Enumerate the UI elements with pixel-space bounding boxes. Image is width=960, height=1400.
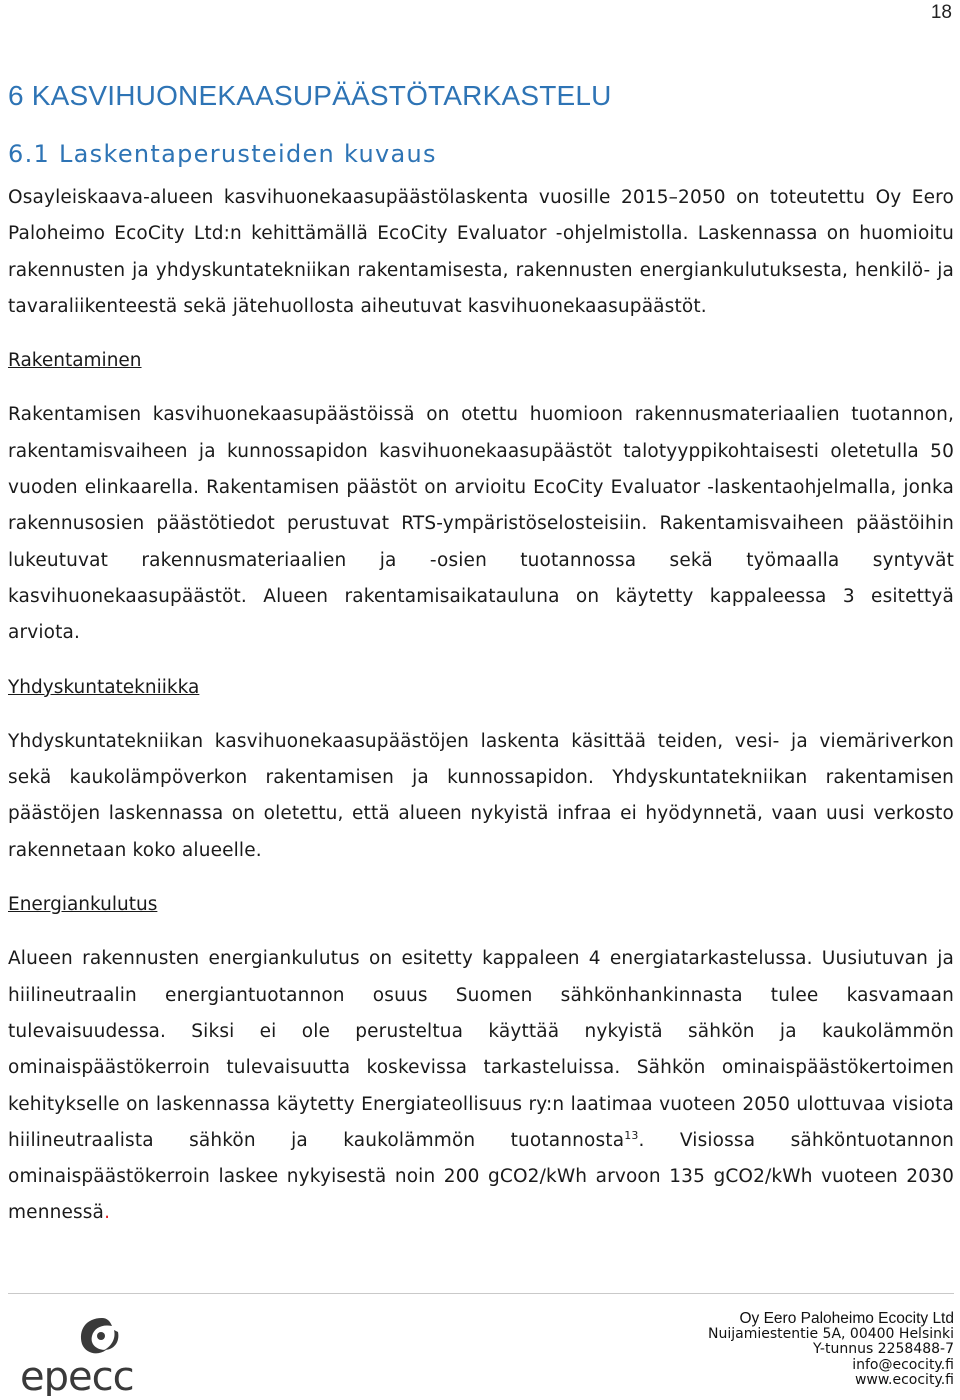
subheading-yhdyskuntatekniikka: Yhdyskuntatekniikka xyxy=(8,676,200,698)
subheading-energiankulutus: Energiankulutus xyxy=(8,894,158,916)
footer-company-name: Oy Eero Paloheimo Ecocity Ltd xyxy=(739,1310,954,1327)
energy-text-part1: Alueen rakennusten energiankulutus on esitetty kappaleen 4 energiatarkastelussa. Uusiutuvan ja hiilineutraalin energiantuotannon osuus Suomen sähkönhankinnasta tulee kasvamaan tulevaisuudessa. Siksi ei ole perusteltua käyttää nykyistä sähkön ja kaukolämmön ominaispäästökerroin tulevaisuutta koskevissa tarkasteluissa. Sähkön ominaispäästökertoimen kehitykselle on laskennassa käytetty Energiateollisuus ry:n laatimaa vuoteen 2050 ulottuvaa visiota hiilineutraalista sähkön ja kaukolämmön tuotannosta xyxy=(8,948,954,1151)
paragraph-energiankulutus xyxy=(8,941,954,1231)
footer-website[interactable]: www.ecocity.fi xyxy=(854,1372,954,1389)
document-body xyxy=(8,80,954,1232)
subheading-rakentaminen: Rakentaminen xyxy=(8,350,142,372)
section-heading: 6.1 Laskentaperusteiden kuvaus xyxy=(8,140,437,168)
paragraph-yhdyskuntatekniikka: Yhdyskuntatekniikan kasvihuonekaasupäästöjen laskenta käsittää teiden, vesi- ja viemäriverkon sekä kaukolämpöverkon rakentamisen ja kunnossapidon. Yhdyskuntatekniikan rakentamisen päästöjen laskennassa on oletettu, että alueen nykyistä infraa ei hyödynnetä, vaan uusi verkosto rakennetaan koko alueelle. xyxy=(8,730,954,861)
paragraph-rakentaminen: Rakentamisen kasvihuonekaasupäästöissä on otettu huomioon rakennusmateriaalien tuotannon, rakentamisvaiheen ja kunnossapidon kasvihuonekaasupäästöt talotyyppikohtaisesti oletetulla 50 vuoden elinkaarella. Rakentamisen päästöt on arvioitu EcoCity Evaluator -laskentaohjelmalla, jonka rakennusosien päästötiedot perustuvat RTS-ympäristöselosteisiin. Rakentamisvaiheen päästöihin lukeutuvat rakennusmateriaalien ja -osien tuotannossa sekä työmaalla syntyvät kasvihuonekaasupäästöt. Alueen rakentamisaikatauluna on käytetty kappaleessa 3 esitettyä arviota. xyxy=(8,404,954,644)
footer-address: Nuijamiestentie 5A, 00400 Helsinki xyxy=(707,1325,954,1342)
footer-business-id: Y-tunnus 2258488-7 xyxy=(813,1341,954,1358)
epecc-logo xyxy=(16,1310,156,1396)
footnote-reference: 13 xyxy=(624,1128,639,1142)
footer-divider xyxy=(8,1293,954,1294)
energy-text-part2: . Visiossa sähköntuotannon ominaispäästökerroin laskee nykyisestä noin 200 gCO2/kWh arvoon 135 gCO2/kWh vuoteen 2030 mennessä xyxy=(8,1129,954,1224)
footer-email[interactable]: info@ecocity.fi xyxy=(852,1356,954,1373)
epecc-logo-icon xyxy=(16,1310,156,1396)
footer-contact xyxy=(708,1311,954,1389)
red-period: . xyxy=(104,1202,111,1224)
page-number: 18 xyxy=(930,2,952,23)
intro-paragraph: Osayleiskaava-alueen kasvihuonekaasupäästölaskenta vuosille 2015–2050 on toteutettu Oy Eero Paloheimo EcoCity Ltd:n kehittämällä EcoCity Evaluator -ohjelmistolla. Laskennassa on huomioitu rakennusten ja yhdyskuntatekniikan rakentamisesta, rakennusten energiankulutuksesta, henkilö- ja tavaraliikenteestä sekä jätehuollosta aiheutuvat kasvihuonekaasupäästöt. xyxy=(8,187,954,317)
logo-wordmark: epecc xyxy=(20,1354,134,1396)
chapter-heading: 6 KASVIHUONEKAASUPÄÄSTÖTARKASTELU xyxy=(8,80,612,111)
